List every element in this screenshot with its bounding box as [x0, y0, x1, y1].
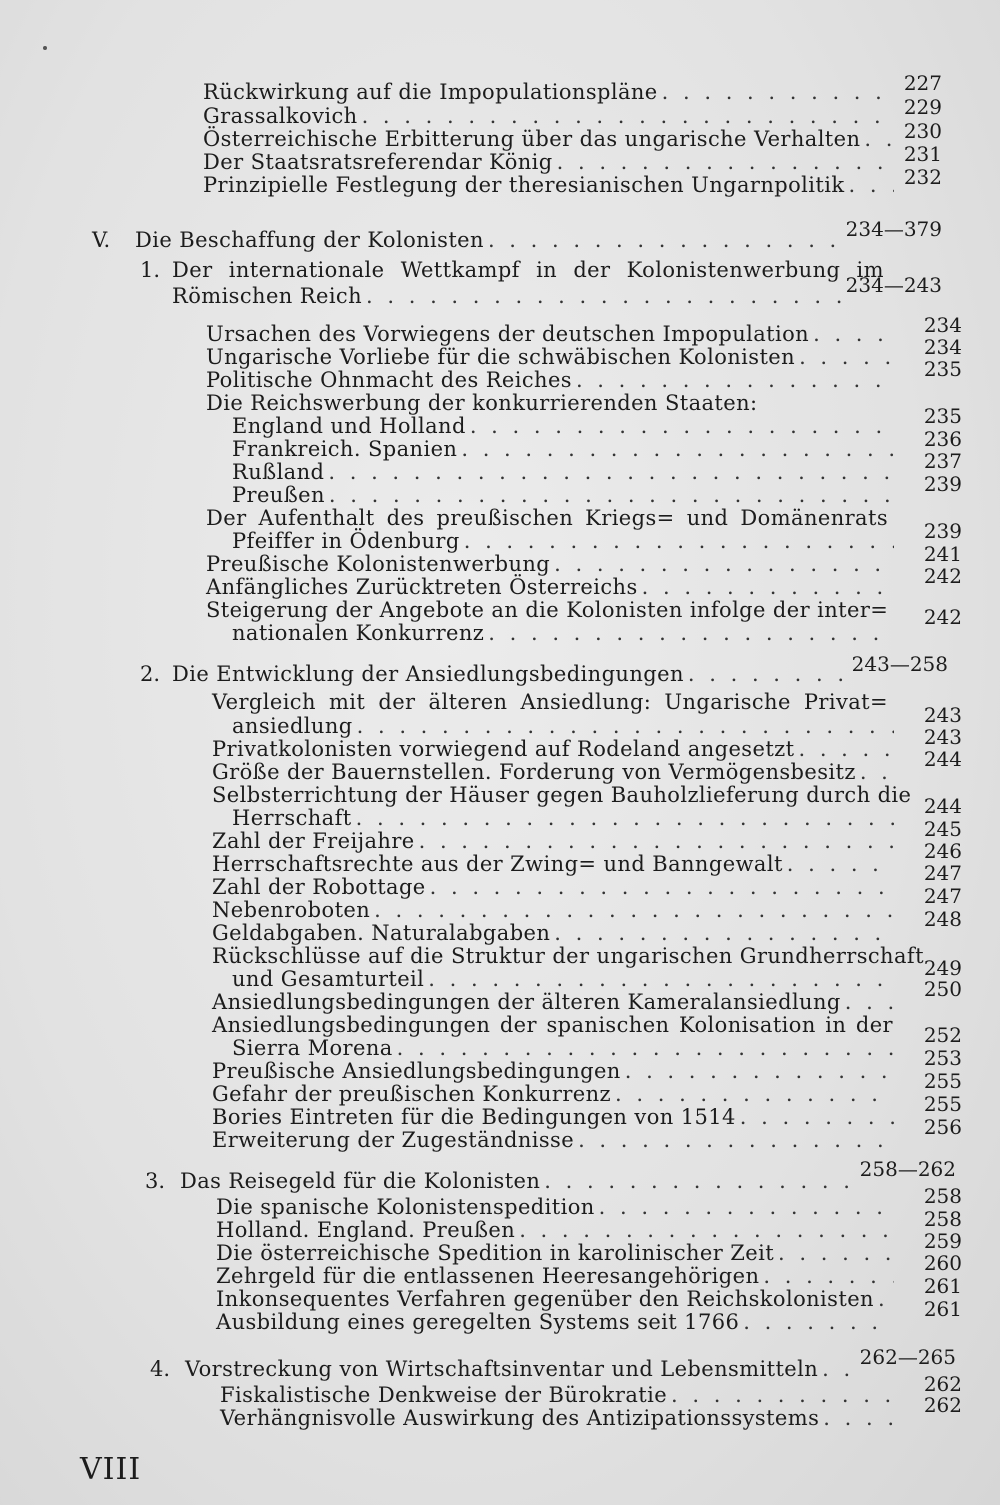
toc-entry: Nebenroboten . . .	[212, 898, 898, 922]
toc-entry: Ungarische Vorliebe für die schwäbischen Kolonisten . . .	[206, 345, 898, 369]
toc-page-number: 234	[923, 335, 962, 359]
section-page-range: 258—262	[859, 1157, 956, 1181]
page-folio: VIII	[80, 1452, 142, 1487]
toc-page-number: 232	[903, 165, 942, 189]
toc-page-number: 255	[923, 1092, 962, 1116]
toc-entry: Zehrgeld für die entlassenen Heeresangehörigen . . .	[216, 1264, 898, 1288]
toc-page-number: 247	[923, 861, 962, 885]
toc-page-number: 253	[923, 1046, 962, 1070]
toc-page-number: 235	[923, 404, 962, 428]
toc-page-number: 259	[923, 1229, 962, 1253]
toc-page-number: 243	[923, 703, 962, 727]
toc-page-number: 241	[923, 542, 962, 566]
toc-entry-continued: Herrschaft . . .	[232, 806, 898, 830]
toc-entry: Rückwirkung auf die Impopulationspläne . . .	[203, 80, 898, 104]
toc-entry: Größe der Bauernstellen. Forderung von Vermögensbesitz . . .	[212, 760, 898, 784]
toc-entry: Rückschlüsse auf die Struktur der ungarischen Grundherrschaft	[212, 944, 924, 968]
toc-entry: Privatkolonisten vorwiegend auf Rodeland angesetzt . . .	[212, 737, 898, 761]
section-number: 4.	[150, 1357, 171, 1381]
toc-entry-continued: nationalen Konkurrenz . . .	[232, 621, 898, 645]
toc-entry: Vergleich mit der älteren Ansiedlung: Ungarische Privat=	[212, 690, 888, 714]
toc-entry-continued: ansiedlung . . .	[232, 714, 898, 738]
toc-page-number: 230	[903, 119, 942, 143]
section-title: Der internationale Wettkampf in der Kolonistenwerbung im	[172, 258, 884, 282]
chapter-numeral: V.	[92, 228, 111, 252]
toc-page-number: 261	[923, 1274, 962, 1298]
toc-entry: Preußische Ansiedlungsbedingungen . . .	[212, 1059, 898, 1083]
chapter-page-range: 234—379	[845, 217, 942, 241]
toc-page-number: 235	[923, 357, 962, 381]
section-number: 2.	[140, 662, 161, 686]
toc-page-number: 261	[923, 1297, 962, 1321]
toc-page-number: 244	[923, 747, 962, 771]
toc-entry: Holland. England. Preußen . . .	[216, 1218, 898, 1242]
toc-entry: Geldabgaben. Naturalabgaben . . .	[212, 921, 898, 945]
toc-page-number: 239	[923, 472, 962, 496]
toc-entry: Ansiedlungsbedingungen der spanischen Kolonisation in der	[212, 1013, 893, 1037]
section-title-continued: Römischen Reich . . .	[172, 284, 847, 308]
toc-page-number: 248	[923, 907, 962, 931]
toc-entry: Preußische Kolonistenwerbung . . .	[206, 552, 898, 576]
toc-entry: Inkonsequentes Verfahren gegenüber den Reichskolonisten . . .	[216, 1287, 898, 1311]
toc-entry: Verhängnisvolle Auswirkung des Antizipationssystems . . .	[220, 1406, 898, 1430]
toc-page-number: 258	[923, 1184, 962, 1208]
toc-entry: Frankreich. Spanien . . .	[232, 437, 898, 461]
toc-page-number: 244	[923, 794, 962, 818]
section-page-range: 234—243	[845, 273, 942, 297]
toc-entry: Ausbildung eines geregelten Systems seit 1766 . . .	[216, 1310, 898, 1334]
toc-entry: Ansiedlungsbedingungen der älteren Kameralansiedlung . . .	[212, 990, 898, 1014]
toc-page-number: 255	[923, 1069, 962, 1093]
toc-entry: Die österreichische Spedition in karolinischer Zeit . . .	[216, 1241, 898, 1265]
toc-page-number: 245	[923, 817, 962, 841]
toc-entry: Ursachen des Vorwiegens der deutschen Impopulation . . .	[206, 322, 898, 346]
toc-entry-heading: Die Reichswerbung der konkurrierenden Staaten:	[206, 391, 758, 415]
section-page-range: 243—258	[851, 652, 948, 676]
toc-page-number: 262	[923, 1372, 962, 1396]
toc-entry: Rußland . . .	[232, 460, 898, 484]
toc-page-number: 250	[923, 977, 962, 1001]
toc-entry: Zahl der Freijahre . . .	[212, 829, 898, 853]
toc-entry: Der Aufenthalt des preußischen Kriegs= und Domänenrats	[206, 506, 888, 530]
section-number: 1.	[140, 258, 161, 282]
section-title: Die Entwicklung der Ansiedlungsbedingungen . . .	[172, 662, 852, 686]
section-title: Vorstreckung von Wirtschaftsinventar und Lebensmitteln . . .	[185, 1357, 860, 1381]
section-page-range: 262—265	[859, 1345, 956, 1369]
toc-entry: England und Holland . . .	[232, 414, 898, 438]
toc-page-number: 247	[923, 884, 962, 908]
toc-page-number: 234	[923, 313, 962, 337]
section-number: 3.	[145, 1169, 166, 1193]
toc-entry: Anfängliches Zurücktreten Österreichs . . .	[206, 575, 898, 599]
toc-page-number: 231	[903, 142, 942, 166]
toc-entry: Selbsterrichtung der Häuser gegen Bauholzlieferung durch die	[212, 783, 912, 807]
toc-page-number: 236	[923, 427, 962, 451]
toc-page-number: 227	[903, 71, 942, 95]
section-title: Das Reisegeld für die Kolonisten . . .	[180, 1169, 860, 1193]
toc-page-number: 229	[903, 95, 942, 119]
toc-page-number: 262	[923, 1393, 962, 1417]
toc-entry: Die spanische Kolonistenspedition . . .	[216, 1195, 898, 1219]
toc-entry: Erweiterung der Zugeständnisse . . .	[212, 1128, 898, 1152]
toc-page-number: 242	[923, 564, 962, 588]
toc-entry: Der Staatsratsreferendar König . . .	[203, 150, 898, 174]
toc-entry: Zahl der Robottage . . .	[212, 875, 898, 899]
toc-entry: Österreichische Erbitterung über das ungarische Verhalten . . .	[203, 127, 898, 151]
toc-page-number: 252	[923, 1023, 962, 1047]
toc-entry: Grassalkovich . . .	[203, 104, 898, 128]
toc-page-number: 243	[923, 725, 962, 749]
toc-entry: Gefahr der preußischen Konkurrenz . . .	[212, 1082, 898, 1106]
chapter-title: Die Beschaffung der Kolonisten . . .	[135, 228, 847, 252]
toc-entry: Preußen . . .	[232, 483, 898, 507]
toc-entry-continued: und Gesamturteil . . .	[232, 967, 898, 991]
toc-entry: Herrschaftsrechte aus der Zwing= und Banngewalt . . .	[212, 852, 898, 876]
toc-page-number: 260	[923, 1251, 962, 1275]
toc-entry: Steigerung der Angebote an die Kolonisten infolge der inter=	[206, 598, 889, 622]
toc-page-number: 246	[923, 839, 962, 863]
toc-page-number: 242	[923, 605, 962, 629]
toc-entry: Bories Eintreten für die Bedingungen von 1514 . . .	[212, 1105, 898, 1129]
toc-page-number: 249	[923, 956, 962, 980]
toc-page-number: 258	[923, 1207, 962, 1231]
toc-entry-continued: Sierra Morena . . .	[232, 1036, 898, 1060]
toc-page-number: 237	[923, 449, 962, 473]
toc-page-number: 239	[923, 519, 962, 543]
toc-page-number: 256	[923, 1115, 962, 1139]
toc-entry: Politische Ohnmacht des Reiches . . .	[206, 368, 898, 392]
toc-entry: Prinzipielle Festlegung der theresianischen Ungarnpolitik . . .	[203, 173, 898, 197]
toc-entry-continued: Pfeiffer in Ödenburg . . .	[232, 529, 898, 553]
toc-entry: Fiskalistische Denkweise der Bürokratie . . .	[220, 1383, 898, 1407]
ink-speck	[43, 46, 47, 50]
